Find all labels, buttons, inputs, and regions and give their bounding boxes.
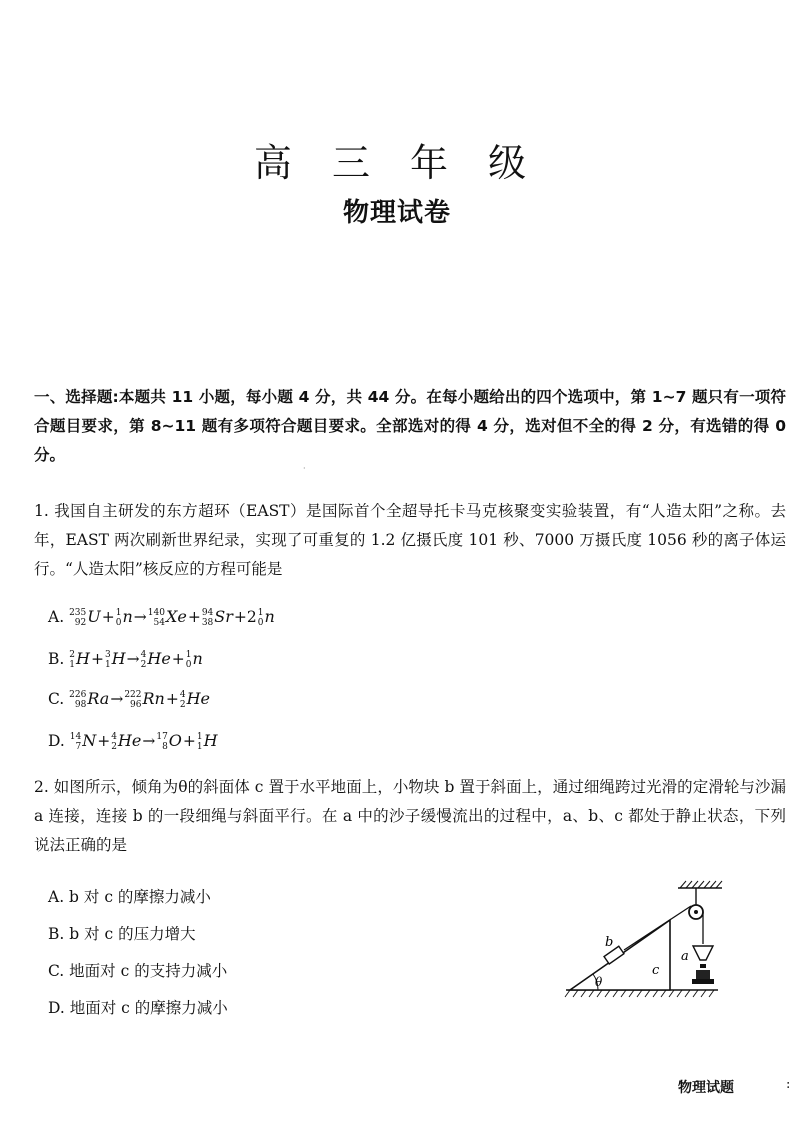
option-letter: B. bbox=[48, 650, 70, 668]
mass-number: 226 bbox=[69, 690, 87, 700]
nuclide bbox=[258, 608, 275, 628]
section-instructions: 一、选择题:本题共 11 小题，每小题 4 分，共 44 分。在每小题给出的四个选项中，第 1~7 题只有一项符合题目要求，第 8~11 题有多项符合题目要求。全部选对的得 4 分，选对但不全的得 2 分，有选错的得 0 分。 bbox=[34, 388, 786, 464]
mass-number: 2 bbox=[69, 650, 75, 660]
atomic-number: 0 bbox=[185, 660, 192, 670]
atomic-number: 54 bbox=[153, 618, 165, 628]
footer-label: 物理试题 bbox=[678, 1080, 734, 1096]
nuclide bbox=[141, 650, 171, 670]
question-2-option-d: D. 地面对 c 的摩擦力减小 bbox=[48, 999, 228, 1017]
equation-operator: → bbox=[133, 608, 147, 626]
mass-number: 94 bbox=[201, 608, 214, 618]
label-b: b bbox=[605, 935, 614, 950]
question-2-option-c: C. 地面对 c 的支持力减小 bbox=[48, 962, 228, 980]
atomic-number: 2 bbox=[140, 660, 147, 670]
atomic-number: 8 bbox=[162, 742, 168, 752]
atomic-number: 0 bbox=[257, 618, 264, 628]
element-symbol: U bbox=[87, 607, 101, 626]
nuclide bbox=[70, 732, 96, 752]
mass-number: 1 bbox=[196, 732, 203, 742]
question-1-option-d bbox=[48, 730, 218, 752]
mass-number: 1 bbox=[185, 650, 192, 660]
mass-number: 222 bbox=[124, 690, 142, 700]
question-2-stem: 2. 如图所示，倾角为θ的斜面体 c 置于水平地面上，小物块 b 置于斜面上，通过细绳跨过光滑的定滑轮与沙漏 a 连接，连接 b 的一段细绳与斜面平行。在 a 中的沙子缓慢流出的过程中，a、b、c 都处于静止状态，下列说法正确的是 bbox=[34, 778, 786, 854]
page-title: 高 三 年 级 bbox=[253, 141, 541, 185]
mass-number: 3 bbox=[104, 650, 111, 660]
element-symbol: He bbox=[147, 649, 171, 668]
option-letter: C. bbox=[48, 690, 70, 708]
mass-number: 4 bbox=[111, 732, 117, 742]
element-symbol: Xe bbox=[165, 607, 187, 626]
equation-operator: + bbox=[182, 732, 196, 750]
nuclide bbox=[69, 650, 90, 670]
mass-number: 14 bbox=[69, 732, 82, 742]
equation-operator: + bbox=[187, 608, 201, 626]
element-symbol: H bbox=[203, 731, 218, 750]
nuclide bbox=[116, 608, 133, 628]
equation-operator: + bbox=[97, 732, 111, 750]
question-2-option-b: B. b 对 c 的压力增大 bbox=[48, 925, 196, 943]
element-symbol: He bbox=[186, 689, 211, 708]
atomic-number: 96 bbox=[130, 700, 142, 710]
equation-operator: + bbox=[171, 650, 185, 668]
question-2-option-a: A. b 对 c 的摩擦力减小 bbox=[48, 888, 211, 906]
atomic-number: 98 bbox=[74, 700, 87, 710]
element-symbol: H bbox=[75, 649, 90, 668]
mass-number: 17 bbox=[156, 732, 168, 742]
element-symbol: Rn bbox=[142, 689, 165, 708]
equation-operator: +2 bbox=[233, 608, 257, 626]
equation-operator: → bbox=[126, 650, 140, 668]
nuclide bbox=[69, 608, 101, 628]
element-symbol: Ra bbox=[87, 689, 110, 708]
atomic-number: 38 bbox=[201, 618, 214, 628]
equation-operator: → bbox=[142, 732, 156, 750]
nuclide bbox=[186, 650, 203, 670]
equation-operator: + bbox=[101, 608, 115, 626]
nuclide bbox=[148, 608, 187, 628]
element-symbol: Sr bbox=[214, 607, 233, 626]
page-subtitle: 物理试卷 bbox=[342, 198, 451, 228]
mass-number: 140 bbox=[147, 608, 165, 618]
atomic-number: 1 bbox=[104, 660, 111, 670]
label-a: a bbox=[681, 949, 689, 964]
atomic-number: 0 bbox=[115, 618, 122, 628]
equation-operator: + bbox=[165, 690, 179, 708]
element-symbol: N bbox=[82, 731, 97, 750]
option-letter: A. bbox=[48, 608, 70, 626]
mass-number: 235 bbox=[69, 608, 87, 618]
scan-speck: · bbox=[303, 464, 306, 473]
question-1-option-b bbox=[48, 648, 203, 670]
nuclide bbox=[156, 732, 182, 752]
atomic-number: 92 bbox=[74, 618, 87, 628]
mass-number: 4 bbox=[140, 650, 147, 660]
question-1-option-a bbox=[48, 606, 275, 628]
atomic-number: 1 bbox=[196, 742, 203, 752]
label-c: c bbox=[652, 963, 660, 978]
element-symbol: n bbox=[122, 607, 133, 626]
mass-number: 4 bbox=[179, 690, 186, 700]
nuclide bbox=[105, 650, 126, 670]
element-symbol: n bbox=[264, 607, 275, 626]
mass-number: 1 bbox=[115, 608, 122, 618]
mass-number: 1 bbox=[257, 608, 264, 618]
equation-operator: + bbox=[90, 650, 104, 668]
nuclide bbox=[69, 690, 109, 710]
sand-funnel-a bbox=[692, 946, 714, 984]
atomic-number: 7 bbox=[75, 742, 82, 752]
atomic-number: 1 bbox=[69, 660, 75, 670]
element-symbol: H bbox=[111, 649, 126, 668]
element-symbol: He bbox=[117, 731, 142, 750]
equation-operator: → bbox=[110, 690, 124, 708]
nuclide bbox=[180, 690, 210, 710]
atomic-number: 2 bbox=[111, 742, 117, 752]
nuclide bbox=[111, 732, 141, 752]
incline-pulley-diagram bbox=[562, 878, 732, 1000]
element-symbol: n bbox=[192, 649, 203, 668]
atomic-number: 2 bbox=[179, 700, 186, 710]
label-theta: θ bbox=[595, 975, 603, 989]
question-1-stem: 1. 我国自主研发的东方超环（EAST）是国际首个全超导托卡马克核聚变实验装置，有“人造太阳”之称。去年，EAST 两次刷新世界纪录，实现了可重复的 1.2 亿摄氏度 101 秒、7000 万摄氏度 1056 秒的离子体运行。“人造太阳”核反应的方程可能是 bbox=[34, 502, 786, 578]
nuclide bbox=[124, 690, 165, 710]
element-symbol: O bbox=[168, 731, 182, 750]
footer-mark: : bbox=[786, 1077, 791, 1092]
nuclide bbox=[202, 608, 233, 628]
nuclide bbox=[197, 732, 218, 752]
option-letter: D. bbox=[48, 732, 70, 750]
question-1-option-c bbox=[48, 688, 210, 710]
